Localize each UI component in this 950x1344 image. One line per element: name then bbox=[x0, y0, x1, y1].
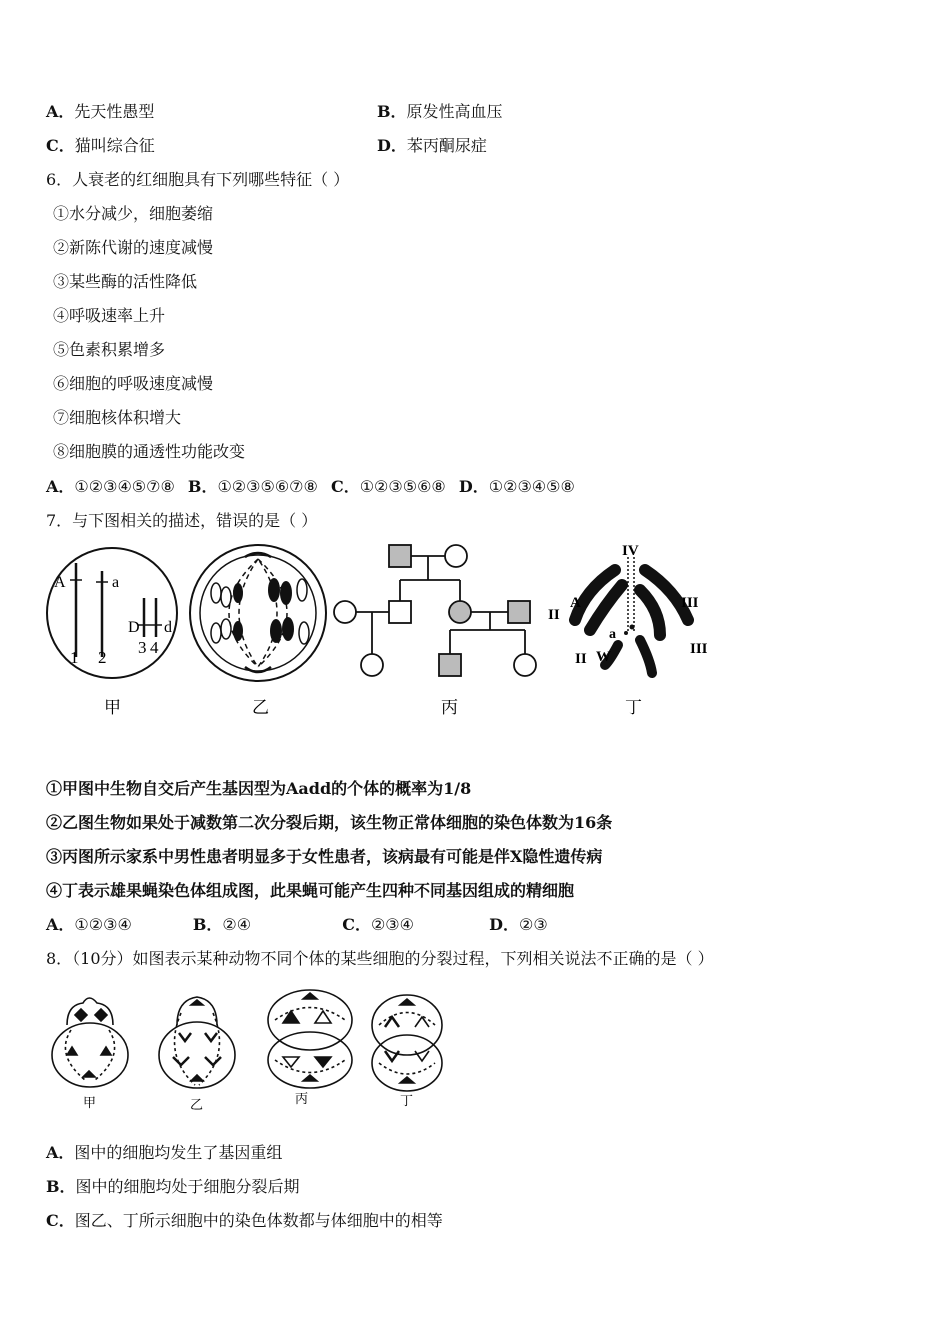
female bbox=[514, 654, 536, 676]
q5-option-a bbox=[46, 101, 154, 123]
q8-option-b bbox=[46, 1176, 300, 1198]
figure-label: 丁 bbox=[625, 698, 642, 717]
gene-label-d: d bbox=[164, 619, 172, 636]
affected-male bbox=[389, 545, 411, 567]
option-label: A． bbox=[46, 102, 75, 121]
q6-item: ②新陈代谢的速度减慢 bbox=[53, 238, 214, 257]
fig8-jia bbox=[52, 998, 128, 1087]
figure-label: 乙 bbox=[190, 1097, 204, 1112]
chromosome-label: II bbox=[575, 651, 587, 667]
option-text: 图乙、丁所示细胞中的染色体数都与体细胞中的相等 bbox=[74, 1211, 443, 1230]
option-label: A． bbox=[46, 477, 75, 496]
q8-option-c bbox=[46, 1210, 443, 1232]
q8-option-a bbox=[46, 1142, 282, 1164]
option-text: 苯丙酮尿症 bbox=[406, 136, 487, 155]
female bbox=[361, 654, 383, 676]
male bbox=[389, 601, 411, 623]
chromosome bbox=[211, 583, 221, 603]
q7-stem: 7．与下图相关的描述，错误的是（ ） bbox=[46, 511, 318, 530]
cell-membrane bbox=[67, 998, 113, 1025]
q6-item: ①水分减少，细胞萎缩 bbox=[53, 204, 214, 223]
q6-item: ④呼吸速率上升 bbox=[53, 306, 166, 325]
q7-options bbox=[46, 914, 548, 936]
chromosome-number: 3 bbox=[138, 638, 147, 657]
option-label: C． bbox=[330, 477, 360, 496]
figure-label: 甲 bbox=[83, 1095, 97, 1110]
female bbox=[334, 601, 356, 623]
option-label: B． bbox=[377, 102, 407, 121]
option-label: B． bbox=[187, 477, 218, 496]
fig8-yi bbox=[159, 997, 235, 1088]
chromosome-number: 1 bbox=[70, 648, 79, 667]
q5-option-d bbox=[377, 135, 487, 157]
gene-label-W: W bbox=[596, 649, 611, 665]
gene-label-a: a bbox=[609, 627, 616, 642]
chromosome-number: 2 bbox=[98, 648, 107, 667]
q6-item: ⑤色素积累增多 bbox=[53, 340, 166, 359]
gene-label-D: D bbox=[128, 619, 140, 636]
affected-male bbox=[439, 654, 461, 676]
fig-yi bbox=[190, 545, 326, 681]
option-label: A． bbox=[46, 1143, 75, 1162]
option-text: ②③④ bbox=[370, 915, 414, 934]
q6-stem: 6．人衰老的红细胞具有下列哪些特征（ ） bbox=[46, 170, 350, 189]
option-label: D． bbox=[489, 915, 519, 934]
female bbox=[445, 545, 467, 567]
q7-statement: ③丙图所示家系中男性患者明显多于女性患者，该病最有可能是伴X隐性遗传病 bbox=[46, 847, 603, 866]
chromosome-number: 4 bbox=[150, 638, 159, 657]
option-text: ①②③④ bbox=[74, 915, 132, 934]
chromosome-label: II bbox=[548, 607, 560, 623]
figure-label: 丁 bbox=[400, 1093, 414, 1108]
q5-option-c bbox=[46, 135, 155, 157]
figure-label: 甲 bbox=[104, 698, 121, 717]
gene-label-a: a bbox=[112, 574, 120, 591]
chromosome-label: III bbox=[681, 595, 699, 611]
option-text: 原发性高血压 bbox=[406, 102, 503, 121]
q6-item: ⑥细胞的呼吸速度减慢 bbox=[53, 374, 214, 393]
q7-statement: ①甲图中生物自交后产生基因型为Aadd的个体的概率为1/8 bbox=[46, 779, 472, 798]
chromosome-label: III bbox=[690, 641, 708, 657]
option-text: ①②③⑤⑥⑦⑧ bbox=[217, 477, 318, 496]
option-text: 先天性愚型 bbox=[74, 102, 155, 121]
affected-male bbox=[508, 601, 530, 623]
fig8-bing bbox=[268, 990, 352, 1088]
q6-item: ③某些酶的活性降低 bbox=[53, 272, 198, 291]
carrier-female bbox=[449, 601, 471, 623]
figure-label: 乙 bbox=[252, 698, 269, 717]
spindle bbox=[239, 559, 277, 667]
option-text: ②③ bbox=[518, 915, 548, 934]
q7-statement: ④丁表示雄果蝇染色体组成图，此果蝇可能产生四种不同基因组成的精细胞 bbox=[46, 881, 575, 900]
option-text: ①②③④⑤⑧ bbox=[488, 477, 575, 496]
option-text: 图中的细胞均处于细胞分裂后期 bbox=[75, 1177, 300, 1196]
option-label: D． bbox=[377, 136, 407, 155]
fig-jia bbox=[47, 548, 177, 678]
option-label: D． bbox=[458, 477, 489, 496]
fig-bing-pedigree bbox=[334, 545, 536, 676]
chromosome bbox=[233, 583, 243, 603]
q7-figure bbox=[40, 535, 720, 720]
option-text: ①②③④⑤⑦⑧ bbox=[74, 477, 175, 496]
figure-label: 丙 bbox=[295, 1091, 309, 1106]
cell-membrane bbox=[47, 548, 177, 678]
q6-item: ⑧细胞膜的通透性功能改变 bbox=[53, 442, 246, 461]
q6-options bbox=[46, 476, 575, 498]
q6-item: ⑦细胞核体积增大 bbox=[53, 408, 182, 427]
q8-stem: 8．（10分）如图表示某种动物不同个体的某些细胞的分裂过程，下列相关说法不正确的是（ ） bbox=[46, 949, 714, 968]
cell-membrane bbox=[190, 545, 326, 681]
q5-option-b bbox=[377, 101, 503, 123]
fig8-ding bbox=[372, 995, 442, 1091]
option-label: B． bbox=[192, 915, 223, 934]
option-label: C． bbox=[46, 1211, 75, 1230]
gene-label-A: A bbox=[54, 574, 66, 591]
option-text: 图中的细胞均发生了基因重组 bbox=[74, 1143, 283, 1162]
option-text: ②④ bbox=[222, 915, 252, 934]
figure-label: 丙 bbox=[441, 698, 458, 717]
option-text: ①②③⑤⑥⑧ bbox=[359, 477, 446, 496]
option-label: A． bbox=[46, 915, 75, 934]
option-label: C． bbox=[46, 136, 75, 155]
chromosome-Y bbox=[640, 640, 652, 673]
fig-ding-karyotype bbox=[548, 543, 708, 673]
chromosome-label: IV bbox=[622, 543, 639, 559]
option-label: C． bbox=[342, 915, 371, 934]
q8-figure bbox=[45, 985, 455, 1115]
q7-statement: ②乙图生物如果处于减数第二次分裂后期，该生物正常体细胞的染色体数为16条 bbox=[46, 813, 613, 832]
gene-label-A: A bbox=[570, 595, 581, 611]
cell-inner-line bbox=[200, 555, 316, 671]
option-text: 猫叫综合征 bbox=[74, 136, 155, 155]
option-label: B． bbox=[46, 1177, 76, 1196]
